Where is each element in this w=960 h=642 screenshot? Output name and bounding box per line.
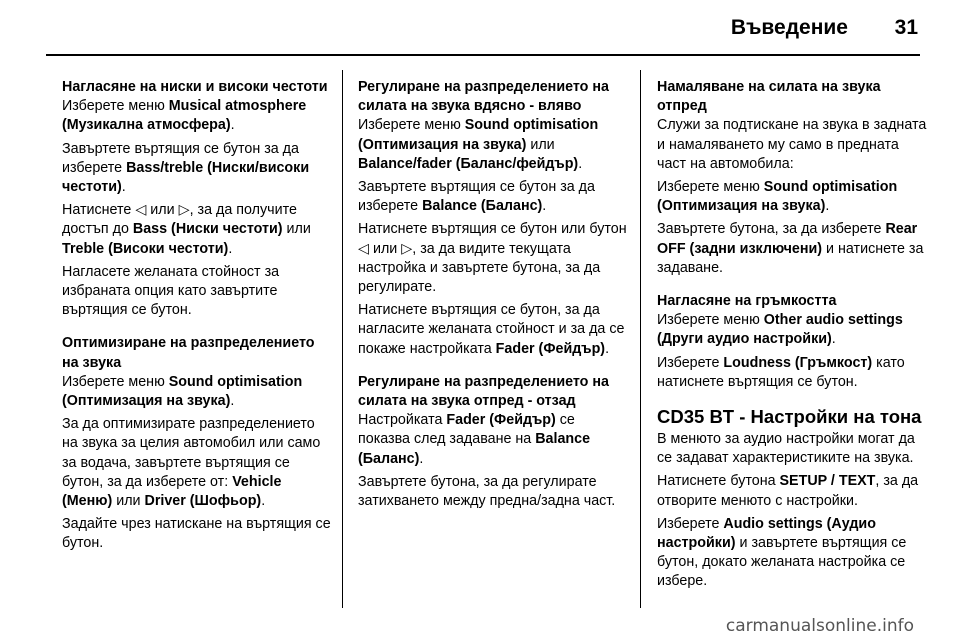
text: Натиснете бутона	[657, 473, 780, 490]
paragraph: В менюто за аудио настройки могат да се задават характеристиките на звука.	[657, 431, 915, 467]
menu-item-ref: Balance (Баланс)	[422, 198, 543, 215]
text: .	[825, 198, 830, 215]
section-cd35-tone	[657, 406, 927, 592]
text: Изберете меню	[657, 179, 764, 196]
menu-item-ref: Sound optimisation (Оптимизация на звука)	[62, 373, 303, 410]
paragraph	[657, 178, 927, 216]
text: или	[282, 221, 311, 238]
paragraph: Задайте чрез натискане на въртящия се бутон.	[62, 516, 331, 552]
column-3	[657, 78, 927, 596]
text: Изберете	[657, 354, 724, 371]
column-divider-2	[640, 70, 641, 608]
section-heading: Нагласяне на ниски и високи честоти	[62, 79, 328, 95]
menu-item-ref: Bass (Ниски честоти)	[132, 221, 283, 238]
paragraph	[358, 301, 628, 359]
text: Изберете меню	[62, 373, 169, 390]
text: Натиснете ◁ или ▷, за да получите достъп до	[62, 202, 297, 238]
text: Изберете меню	[657, 312, 764, 329]
text: За да оптимизирате разпределението на звука за целия автомобил или само за водача, завъртете въртящия се бутон, за да изберете от:	[62, 416, 321, 490]
section-heading: Регулиране на разпределението на силата на звука отпред - отзад	[358, 373, 609, 410]
text: .	[230, 393, 235, 410]
column-divider-1	[342, 70, 343, 608]
section-sound-optimisation	[62, 334, 332, 553]
section-title: CD35 BT - Настройки на тона	[657, 406, 922, 428]
text: Настройката	[358, 412, 447, 429]
page-header	[0, 0, 960, 54]
menu-item-ref: Fader (Фейдър)	[446, 412, 556, 429]
paragraph: Натиснете въртящия се бутон или бутон ◁ или ▷, за да видите текущата настройка и завъртете бутона, за да регулирате.	[358, 221, 627, 296]
paragraph: Завъртете бутона, за да регулирате затихването между предна/задна част.	[358, 473, 616, 510]
section-loudness	[657, 292, 927, 392]
menu-item-ref: Driver (Шофьор)	[144, 493, 262, 510]
text: .	[578, 155, 583, 172]
text: Натиснете въртящия се бутон, за да нагласите желаната стойност и за да се покаже настройката	[358, 302, 625, 357]
text: или	[112, 493, 145, 510]
text: .	[831, 331, 836, 348]
menu-item-ref: Balance/fader (Баланс/фейдър)	[358, 155, 579, 172]
menu-item-ref: Sound optimisation (Оптимизация на звука)	[358, 117, 599, 153]
section-bass-treble	[62, 78, 332, 320]
menu-item-ref: Musical atmosphere (Музикална атмосфера)	[62, 98, 307, 134]
text: Завъртете въртящия се бутон за да изберете	[358, 179, 595, 215]
text: .	[230, 117, 235, 134]
text: .	[605, 340, 610, 357]
menu-item-ref: Vehicle (Меню)	[62, 473, 282, 510]
menu-item-ref: Loudness (Гръмкост)	[723, 354, 873, 371]
text: Изберете меню	[358, 117, 465, 134]
column-2	[358, 78, 628, 525]
section-fader	[358, 373, 628, 511]
column-1	[62, 78, 332, 568]
paragraph	[62, 140, 332, 198]
paragraph	[358, 116, 628, 174]
menu-item-ref: Treble (Високи честоти)	[62, 240, 229, 257]
text: Изберете меню	[62, 98, 169, 115]
menu-item-ref: Sound optimisation (Оптимизация на звука)	[657, 179, 898, 215]
menu-item-ref: Fader (Фейдър)	[495, 340, 606, 357]
menu-item-ref: Bass/treble (Ниски/високи честоти)	[62, 159, 310, 196]
paragraph	[657, 220, 927, 278]
text: .	[228, 240, 233, 257]
text: Завъртете въртящия се бутон за да изберете	[62, 140, 299, 176]
button-ref: SETUP / TEXT	[779, 473, 876, 490]
menu-item-ref: Rear OFF (задни изключени)	[657, 221, 918, 257]
paragraph	[62, 415, 332, 511]
text: Изберете	[657, 515, 724, 532]
header-divider	[46, 54, 920, 56]
paragraph	[62, 201, 332, 259]
watermark: carmanualsonline.info	[725, 616, 914, 636]
paragraph	[358, 411, 628, 469]
paragraph: Нагласете желаната стойност за избраната опция като завъртите въртящия се бутон.	[62, 263, 280, 319]
paragraph: Служи за подтискане на звука в задната и намаляването му само в предната част на автомобила:	[657, 117, 927, 172]
paragraph	[657, 311, 927, 349]
paragraph	[657, 472, 927, 510]
text: , за да отворите менюто с настройки.	[657, 473, 919, 509]
paragraph	[358, 178, 628, 216]
paragraph	[657, 515, 927, 592]
section-heading: Нагласяне на гръмкостта	[657, 293, 837, 310]
text: и завъртете въртящия се бутон, докато желаната настройка се избере.	[657, 535, 907, 590]
text: и натиснете за задаване.	[657, 240, 924, 276]
text: .	[261, 493, 266, 510]
text: се показва след задаване на	[358, 412, 575, 448]
paragraph	[62, 373, 332, 411]
paragraph	[657, 354, 927, 392]
text: .	[419, 450, 424, 467]
text: Завъртете бутона, за да изберете	[657, 221, 886, 238]
paragraph	[62, 97, 332, 135]
menu-item-ref: Balance (Баланс)	[358, 431, 591, 467]
section-balance	[358, 78, 628, 359]
text: или	[526, 136, 555, 153]
section-heading: Регулиране на разпределението на силата на звука вдясно - вляво	[358, 79, 609, 115]
menu-item-ref: Audio settings (Аудио настройки)	[657, 515, 876, 552]
menu-item-ref: Other audio settings (Други аудио настройки)	[657, 312, 903, 348]
text: .	[121, 179, 126, 196]
page-title: Въведение	[730, 16, 848, 39]
text: като натиснете въртящия се бутон.	[657, 354, 905, 390]
section-heading: Оптимизиране на разпределението на звука	[62, 335, 315, 371]
text: .	[542, 198, 547, 215]
section-heading: Намаляване на силата на звука отпред	[657, 79, 881, 115]
section-rear-off	[657, 78, 927, 278]
page-number: 31	[894, 16, 918, 39]
